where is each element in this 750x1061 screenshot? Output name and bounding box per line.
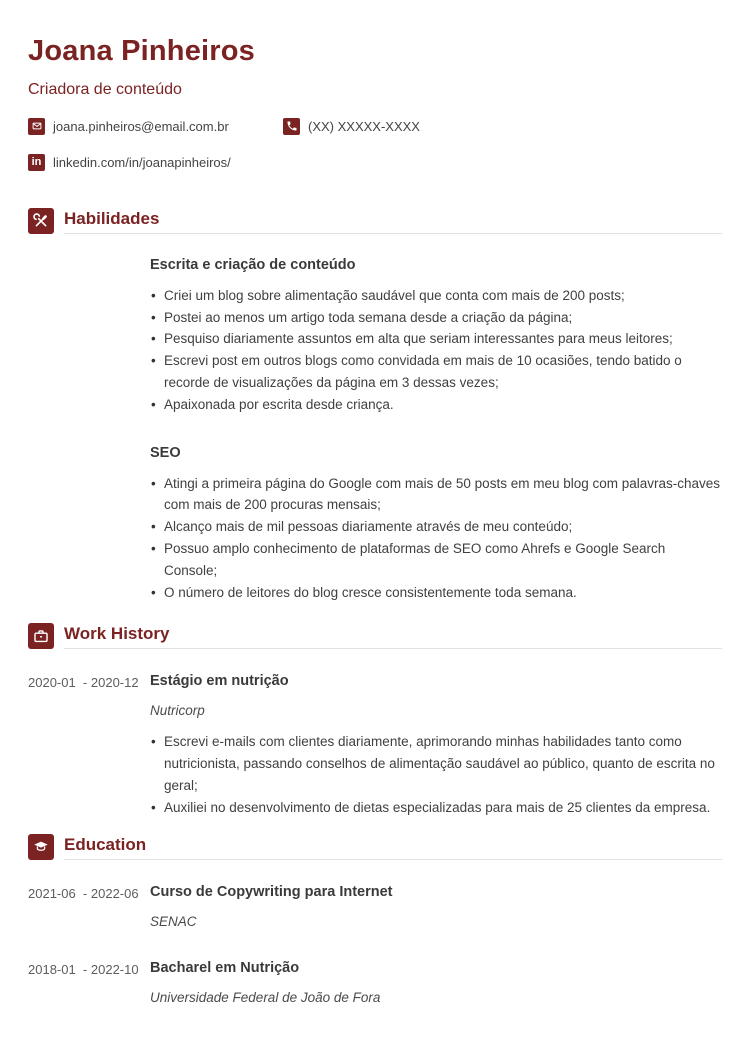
bullet-item: • Atingi a primeira página do Google com mais de 50 posts em meu blog com palavras-chaves com mais de 200 procuras mensais; (150, 473, 722, 517)
entry-organization: Universidade Federal de João de Fora (150, 989, 381, 1005)
tools-icon (28, 208, 54, 234)
education-entry (28, 960, 722, 1005)
linkedin-text: linkedin.com/in/joanapinheiros/ (53, 154, 231, 170)
entry-date-range: 2020-01 - 2020-12 (28, 675, 139, 691)
person-job-title: Criadora de conteúdo (28, 80, 182, 98)
person-name: Joana Pinheiros (28, 35, 256, 67)
bullet-item: • Auxiliei no desenvolvimento de dietas especializadas para mais de 25 clientes da empresa. (150, 797, 722, 819)
bullet-item: • O número de leitores do blog cresce consistentemente toda semana. (150, 582, 722, 604)
section-education (28, 834, 722, 1005)
graduation-cap-icon (28, 834, 54, 860)
bullet-item: • Postei ao menos um artigo toda semana desde a criação da página; (150, 307, 722, 329)
linkedin-icon: in (28, 154, 45, 171)
skill-group-heading: SEO (150, 444, 181, 461)
section-title-education: Education (64, 834, 147, 854)
briefcase-icon (28, 623, 54, 649)
email-contact (28, 118, 283, 135)
skill-group (150, 257, 722, 416)
skill-group-heading: Escrita e criação de conteúdo (150, 256, 356, 273)
entry-date-range: 2018-01 - 2022-10 (28, 961, 139, 977)
email-text: joana.pinheiros@email.com.br (53, 118, 229, 134)
phone-text: (XX) XXXXX-XXXX (308, 118, 420, 134)
entry-date-range: 2021-06 - 2022-06 (28, 885, 139, 901)
section-header-work (28, 623, 722, 649)
section-title-skills: Habilidades (64, 208, 160, 228)
entry-role: Curso de Copywriting para Internet (150, 883, 393, 900)
section-header-education (28, 834, 722, 860)
bullet-item: • Pesquiso diariamente assuntos em alta que seriam interessantes para meus leitores; (150, 328, 722, 350)
bullet-item: • Criei um blog sobre alimentação saudável que conta com mais de 200 posts; (150, 285, 722, 307)
bullet-item: • Escrevi e-mails com clientes diariamente, aprimorando minhas habilidades tanto como nutricionista, passando conselhos de alimentação saudável ao público, quanto de escrita no geral; (150, 731, 722, 796)
bullet-item: • Alcanço mais de mil pessoas diariamente através de meu conteúdo; (150, 516, 722, 538)
skill-group (150, 445, 722, 604)
entry-role: Bacharel em Nutrição (150, 959, 300, 976)
education-entry (28, 884, 722, 929)
skill-bullet-list (150, 285, 722, 416)
linkedin-contact (28, 154, 231, 171)
entry-role: Estágio em nutrição (150, 673, 289, 690)
entry-organization: SENAC (150, 913, 197, 929)
contact-info (28, 118, 722, 171)
section-work-history (28, 623, 722, 818)
skill-bullet-list (150, 473, 722, 604)
work-entry (28, 673, 722, 818)
envelope-icon (28, 118, 45, 135)
section-title-work: Work History (64, 624, 170, 644)
phone-contact (283, 118, 420, 135)
phone-icon (283, 118, 300, 135)
section-skills (28, 208, 722, 604)
work-bullet-list (150, 731, 722, 818)
bullet-item: • Apaixonada por escrita desde criança. (150, 394, 722, 416)
bullet-item: • Escrevi post em outros blogs como convidada em mais de 10 ocasiões, tendo batido o recorde de visualizações da página em 3 dessas vezes; (150, 350, 722, 394)
entry-organization: Nutricorp (150, 703, 205, 719)
section-header-skills (28, 208, 722, 234)
bullet-item: • Possuo amplo conhecimento de plataformas de SEO como Ahrefs e Google Search Console; (150, 538, 722, 582)
